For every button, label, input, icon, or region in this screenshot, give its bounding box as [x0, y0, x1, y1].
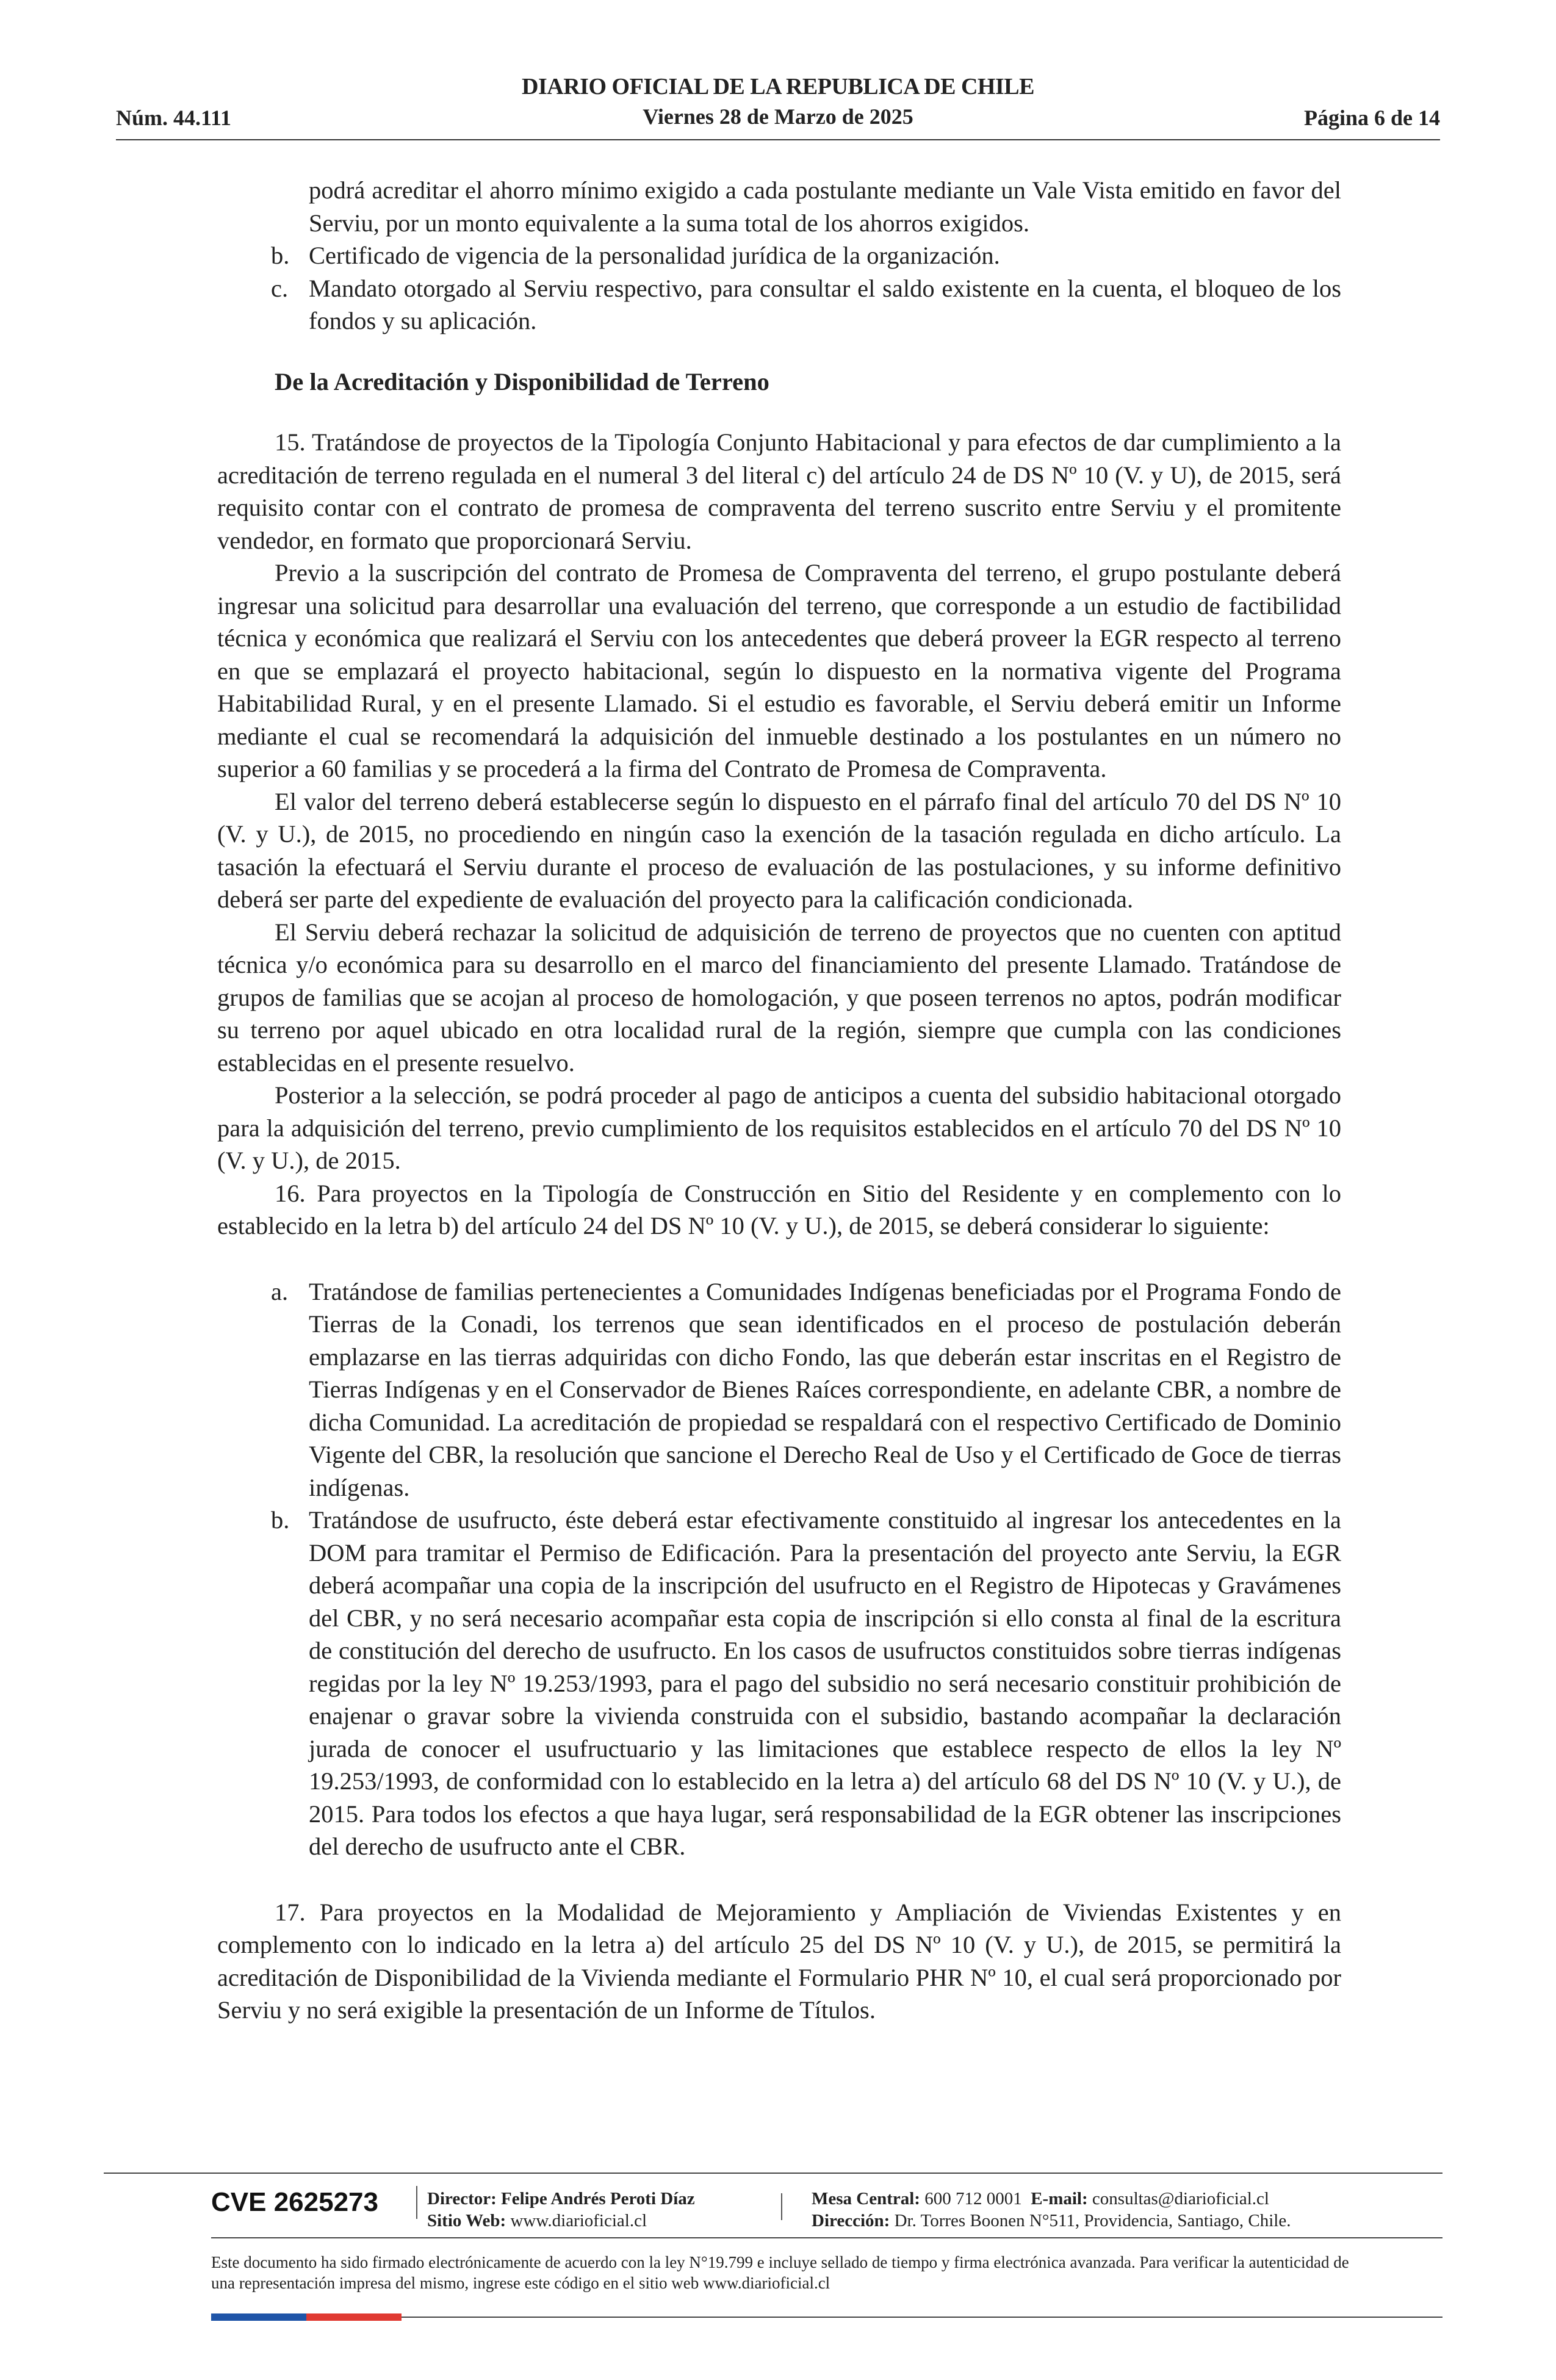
newspaper-title: DIARIO OFICIAL DE LA REPUBLICA DE CHILE — [522, 74, 1034, 99]
document-body — [217, 174, 1341, 2027]
email-link[interactable]: consultas@diarioficial.cl — [1092, 2189, 1269, 2209]
masthead — [116, 73, 1440, 129]
list-marker: b. — [271, 242, 290, 269]
spacer — [217, 1242, 1341, 1275]
list-marker: b. — [271, 1506, 290, 1534]
direccion-label: Dirección: — [812, 2211, 890, 2230]
list-marker: c. — [271, 274, 289, 302]
list-item-text: Certificado de vigencia de la personalidad jurídica de la organización. — [309, 242, 1000, 269]
list-item-text: Tratándose de familias pertenecientes a Comunidades Indígenas beneficiadas por el Programa Fondo de Tierras de la Conadi, los terrenos que sean identificados en el proceso de postulación deberán emplazarse en las tierras adquiridas con dicho Fondo, las que deberán estar inscritas en el Registro de Tierras Indígenas y en el Conservador de Bienes Raíces correspondiente, en adelante CBR, a nombre de dicha Comunidad. La acreditación de propiedad se respaldará con el respectivo Certificado de Dominio Vigente del CBR, la resolución que sancione el Derecho Real de Uso y el Certificado de Goce de tierras indígenas. — [309, 1277, 1341, 1501]
flag-blue-segment — [211, 2313, 306, 2321]
list-item-text: Mandato otorgado al Serviu respectivo, para consultar el saldo existente en la cuenta, el bloqueo de los fondos y su aplicación. — [309, 274, 1341, 334]
header-divider — [116, 139, 1440, 140]
footer-divider — [104, 2173, 1443, 2174]
footer-separator — [781, 2193, 782, 2220]
paragraph-15: 15. Tratándose de proyectos de la Tipología Conjunto Habitacional y para efectos de dar cumplimiento a la acreditación de terreno regulada en el numeral 3 del literal c) del artículo 24 de DS Nº 10 (V. y U), de 2015, será requisito contar con el contrato de promesa de compraventa del terreno suscrito entre Serviu y el promitente vendedor, en formato que proporcionará Serviu. — [217, 428, 1341, 554]
footer-contact-block — [812, 2188, 1291, 2232]
paragraph-rechazar: El Serviu deberá rechazar la solicitud de adquisición de terreno de proyectos que no cuenten con aptitud técnica y/o económica para su desarrollo en el marco del financiamiento del presente Llamado. Tratándose de grupos de familias que se acojan al proceso de homologación, y que poseen terrenos no aptos, podrán modificar su terreno por aquel ubicado en otra localidad rural de la región, siempre que cumpla con las condiciones establecidas en el presente resuelvo. — [217, 918, 1341, 1076]
mesa-phone: 600 712 0001 — [924, 2189, 1022, 2209]
page-number: Página 6 de 14 — [1303, 106, 1440, 130]
list-item-text: Tratándose de usufructo, éste deberá estar efectivamente constituido al ingresar los antecedentes en la DOM para tramitar el Permiso de Edificación. Para la presentación del proyecto ante Serviu, la EGR deberá acompañar una copia de la inscripción del usufructo en el Registro de Hipotecas y Gravámenes del CBR, y no será necesario acompañar esta copia de inscripción si ello consta al final de la escritura de constitución del derecho de usufructo. En los casos de usufructos constituidos sobre tierras indígenas regidas por la ley Nº 19.253/1993, para el pago del subsidio no será necesario constituir prohibición de enajenar o gravar sobre la vivienda construida con el subsidio, bastando acompañar la declaración jurada de conocer el usufructuario y las limitaciones que establece respecto de ellos la ley Nº 19.253/1993, de conformidad con lo establecido en la letra a) del artículo 68 del DS Nº 10 (V. y U.), de 2015. Para todos los efectos a que haya lugar, será responsabilidad de la EGR obtener las inscripciones del derecho de usufructo ante el CBR. — [309, 1506, 1341, 1860]
paragraph-16: 16. Para proyectos en la Tipología de Construcción en Sitio del Residente y en complemento con lo establecido en la letra b) del artículo 24 del DS Nº 10 (V. y U.), de 2015, se deberá considerar lo siguiente: — [217, 1179, 1341, 1239]
footer-divider — [211, 2237, 1443, 2238]
email-label: E-mail: — [1031, 2189, 1088, 2209]
list-item-16b — [217, 1504, 1341, 1863]
section-heading: De la Acreditación y Disponibilidad de Terreno — [275, 367, 769, 395]
list-marker: a. — [271, 1277, 289, 1305]
website-link[interactable]: www.diarioficial.cl — [510, 2211, 647, 2230]
web-label: Sitio Web: — [427, 2211, 506, 2230]
page-header — [116, 73, 1440, 140]
footer-director-block — [427, 2188, 695, 2232]
paragraph-previo: Previo a la suscripción del contrato de Promesa de Compraventa del terreno, el grupo postulante deberá ingresar una solicitud para desarrollar una evaluación del terreno, que corresponde a un estudio de factibilidad técnica y económica que realizará el Serviu con los antecedentes que deberá proveer la EGR respecto al terreno en que se emplazará el proyecto habitacional, según lo dispuesto en la normativa vigente del Programa Habitabilidad Rural, y en el presente Llamado. Si el estudio es favorable, el Serviu deberá emitir un Informe mediante el cual se recomendará la adquisición del inmueble destinado a los postulantes en un número no superior a 60 familias y se procederá a la firma del Contrato de Promesa de Compraventa. — [217, 559, 1341, 782]
director-name: Felipe Andrés Peroti Díaz — [501, 2189, 695, 2209]
list-item-c — [217, 272, 1341, 337]
item-a-continuation: podrá acreditar el ahorro mínimo exigido a cada postulante mediante un Vale Vista emitido en favor del Serviu, por un monto equivalente a la suma total de los ahorros exigidos. — [309, 176, 1341, 237]
paragraph-17: 17. Para proyectos en la Modalidad de Mejoramiento y Ampliación de Viviendas Existentes y en complemento con lo indicado en la letra a) del artículo 25 del DS Nº 10 (V. y U.), de 2015, se permitirá la acreditación de Disponibilidad de la Vivienda mediante el Formulario PHR Nº 10, el cual será proporcionado por Serviu y no será exigible la presentación de un Informe de Títulos. — [217, 1898, 1341, 2024]
list-item-16a — [217, 1275, 1341, 1504]
signature-disclaimer: Este documento ha sido firmado electrónicamente de acuerdo con la ley N°19.799 e incluye sellado de tiempo y firma electrónica avanzada. Para verificar la autenticidad de una representación impresa del mismo, ingrese este código en el sitio web www.diarioficial.cl — [211, 2253, 1349, 2292]
flag-red-segment — [306, 2313, 402, 2321]
address: Dr. Torres Boonen N°511, Providencia, Santiago, Chile. — [894, 2211, 1291, 2230]
spacer — [217, 1863, 1341, 1896]
cve-code: CVE 2625273 — [211, 2187, 378, 2217]
issue-date: Viernes 28 de Marzo de 2025 — [643, 104, 913, 129]
director-label: Director: — [427, 2189, 497, 2209]
list-item-b — [217, 239, 1341, 272]
mesa-label: Mesa Central: — [812, 2189, 920, 2209]
footer-separator — [416, 2186, 417, 2219]
issue-number: Núm. 44.111 — [116, 106, 232, 130]
paragraph-posterior: Posterior a la selección, se podrá proceder al pago de anticipos a cuenta del subsidio habitacional otorgado para la adquisición del terreno, previo cumplimiento de los requisitos establecidos en el artículo 70 del DS Nº 10 (V. y U.), de 2015. — [217, 1081, 1341, 1174]
paragraph-valor: El valor del terreno deberá establecerse según lo dispuesto en el párrafo final del artículo 70 del DS Nº 10 (V. y U.), de 2015, no procediendo en ningún caso la exención de la tasación regulada en dicho artículo. La tasación la efectuará el Serviu durante el proceso de evaluación de las postulaciones, y su informe definitivo deberá ser parte del expediente de evaluación del proyecto para la calificación condicionada. — [217, 787, 1341, 913]
